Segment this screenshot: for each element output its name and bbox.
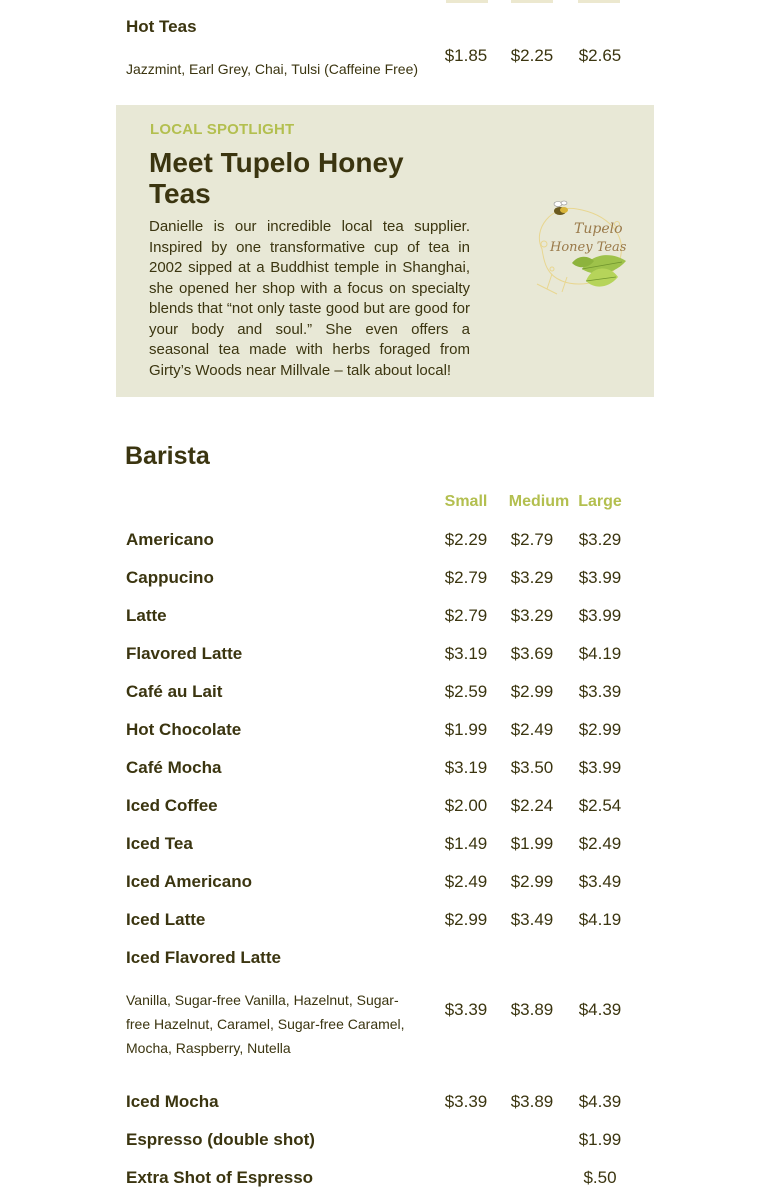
menu-item xyxy=(126,606,626,632)
price-large: $4.19 xyxy=(578,910,622,929)
item-name: Iced Latte xyxy=(126,910,206,929)
price-medium: $3.29 xyxy=(510,606,554,625)
menu-item xyxy=(126,872,626,898)
price-small: $2.99 xyxy=(444,910,488,929)
price-large: $2.49 xyxy=(578,834,622,853)
menu-item xyxy=(126,758,626,784)
tupelo-honey-teas-logo xyxy=(522,189,640,301)
menu-item xyxy=(126,720,626,746)
item-name: Extra Shot of Espresso xyxy=(126,1168,314,1187)
menu-item xyxy=(126,530,626,556)
price-large: $2.54 xyxy=(578,796,622,815)
price-large: $4.39 xyxy=(578,1092,622,1111)
price-single: $1.99 xyxy=(578,1130,622,1149)
price-large: $3.29 xyxy=(578,530,622,549)
price-large: $3.99 xyxy=(578,606,622,625)
bee-icon xyxy=(554,201,568,215)
spotlight-title: Meet Tupelo Honey Teas xyxy=(149,147,404,209)
price-small: $3.19 xyxy=(444,644,488,663)
price-medium: $1.99 xyxy=(510,834,554,853)
logo-text-line2: Honey Teas xyxy=(550,240,627,255)
item-name: Iced Americano xyxy=(126,872,252,891)
hot-teas-prices xyxy=(126,46,626,72)
menu-item xyxy=(126,644,626,670)
price-small: $3.39 xyxy=(444,1092,488,1111)
price-medium: $3.49 xyxy=(510,910,554,929)
item-name: Iced Coffee xyxy=(126,796,218,815)
price-large: $4.39 xyxy=(578,1000,622,1019)
size-header-small: Small xyxy=(444,493,488,510)
price-small: $3.19 xyxy=(444,758,488,777)
price-small: $1.99 xyxy=(444,720,488,739)
price-small: $2.49 xyxy=(444,872,488,891)
price-medium: $3.50 xyxy=(510,758,554,777)
price-large: $3.39 xyxy=(578,682,622,701)
price-small: $2.59 xyxy=(444,682,488,701)
price-medium: $3.69 xyxy=(510,644,554,663)
price-large: $4.19 xyxy=(578,644,622,663)
price-large: $2.99 xyxy=(578,720,622,739)
item-name: Hot Chocolate xyxy=(126,720,242,739)
price-small: $2.00 xyxy=(444,796,488,815)
price-single: $.50 xyxy=(583,1168,617,1187)
menu-item-espresso xyxy=(126,1130,626,1156)
item-name: Iced Tea xyxy=(126,834,193,853)
item-name: Americano xyxy=(126,530,214,549)
section-title-barista: Barista xyxy=(125,442,210,470)
item-name: Café Mocha xyxy=(126,758,222,777)
menu-item xyxy=(126,682,626,708)
logo-text-line1: Tupelo xyxy=(574,221,623,237)
price-small: $2.79 xyxy=(444,568,488,587)
menu-item-hot-teas xyxy=(126,17,626,43)
hot-teas-description: Jazzmint, Earl Grey, Chai, Tulsi (Caffeine Free) xyxy=(126,61,419,77)
leaf-icon xyxy=(572,255,626,286)
price-medium: $2.79 xyxy=(510,530,554,549)
local-spotlight-box xyxy=(116,105,654,397)
price-medium: $2.99 xyxy=(510,682,554,701)
description-line: Mocha, Raspberry, Nutella xyxy=(126,1040,291,1056)
item-name: Flavored Latte xyxy=(126,644,243,663)
price-large: $2.65 xyxy=(578,46,622,65)
price-small: $2.29 xyxy=(444,530,488,549)
menu-item xyxy=(126,910,626,936)
menu-item xyxy=(126,568,626,594)
spotlight-body: Danielle is our incredible local tea supplier. Inspired by one transformative cup of tea in 2002 sipped at a Buddhist temple in Shanghai, she opened her shop with a focus on specialty blends that “not only taste good but are good for your body and soul.” She even offers a seasonal tea made with herbs foraged from Girty’s Woods near Millvale – talk about local! xyxy=(149,218,470,379)
price-medium: $2.99 xyxy=(510,872,554,891)
menu-item-iced-flavored-latte xyxy=(126,948,626,974)
price-medium: $2.25 xyxy=(510,46,554,65)
item-name: Iced Mocha xyxy=(126,1092,219,1111)
price-large: $3.99 xyxy=(578,568,622,587)
price-medium: $3.29 xyxy=(510,568,554,587)
item-name: Hot Teas xyxy=(126,17,197,36)
description-line: Vanilla, Sugar-free Vanilla, Hazelnut, Sugar- xyxy=(126,992,399,1008)
spotlight-kicker: LOCAL SPOTLIGHT xyxy=(150,121,295,138)
price-medium: $3.89 xyxy=(510,1092,554,1111)
top-divider xyxy=(511,0,553,3)
price-large: $3.99 xyxy=(578,758,622,777)
menu-item xyxy=(126,796,626,822)
top-divider xyxy=(578,0,620,3)
item-name: Espresso (double shot) xyxy=(126,1130,315,1149)
item-name: Cappucino xyxy=(126,568,214,587)
menu-item xyxy=(126,834,626,860)
price-large: $3.49 xyxy=(578,872,622,891)
price-medium: $2.24 xyxy=(510,796,554,815)
price-medium: $3.89 xyxy=(510,1000,554,1019)
iced-flavored-latte-prices xyxy=(126,1000,626,1026)
description-line: free Hazelnut, Caramel, Sugar-free Caramel, xyxy=(126,1016,405,1032)
price-small: $1.85 xyxy=(444,46,488,65)
item-name: Iced Flavored Latte xyxy=(126,948,281,967)
top-divider xyxy=(446,0,488,3)
size-header-medium: Medium xyxy=(508,493,570,510)
item-name: Café au Lait xyxy=(126,682,223,701)
price-medium: $2.49 xyxy=(510,720,554,739)
item-name: Latte xyxy=(126,606,167,625)
price-small: $2.79 xyxy=(444,606,488,625)
price-small: $3.39 xyxy=(444,1000,488,1019)
size-header-large: Large xyxy=(578,493,622,510)
menu-item-iced-mocha xyxy=(126,1092,626,1118)
menu-item-extra-shot xyxy=(126,1168,626,1194)
price-small: $1.49 xyxy=(444,834,488,853)
